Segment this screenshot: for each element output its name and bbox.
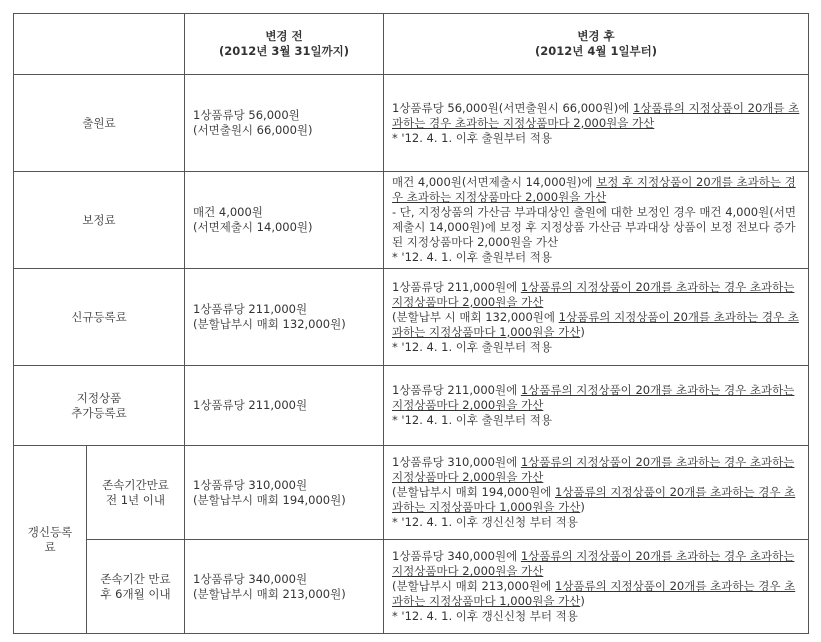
renewal-subcategory-line: 전 1년 이내 bbox=[105, 492, 166, 507]
after-cell bbox=[384, 540, 809, 634]
before-line: 1상품류당 211,000원 bbox=[193, 398, 308, 412]
before-line: (분할납부시 매회 132,000원) bbox=[193, 317, 346, 331]
after-cell bbox=[384, 172, 809, 269]
header-after bbox=[384, 14, 809, 75]
renewal-subcategory bbox=[87, 446, 185, 540]
after-text: 1상품류당 340,000원에 bbox=[392, 549, 521, 563]
after-text: 1상품류당 211,000원에 bbox=[392, 279, 521, 294]
renewal-group-line: 갱신등록 bbox=[27, 524, 73, 539]
after-text: (분할납부 시 매회 132,000원에 bbox=[392, 309, 559, 324]
table-row-renewal-fee-after-expiry bbox=[14, 540, 809, 634]
before-line: (서면출원시 66,000원) bbox=[193, 123, 313, 137]
table-row-additional-registration-fee bbox=[14, 366, 809, 446]
before-cell bbox=[185, 172, 384, 269]
after-cell bbox=[384, 75, 809, 172]
effective-note: * '12. 4. 1. 이후 출원부터 적용 bbox=[392, 250, 552, 264]
after-underlined: 1상품류의 지정상품이 20개를 초과하는 경우 초과하는 지정상품마다 1,000원을 가산 bbox=[392, 309, 799, 339]
before-line: 1상품류당 340,000원 bbox=[193, 571, 308, 586]
header-before-period: (2012년 3월 31일까지) bbox=[218, 44, 350, 58]
after-cell bbox=[384, 269, 809, 366]
before-cell bbox=[185, 269, 384, 366]
after-underlined: 1상품류의 지정상품이 20개를 초과하는 경우 초과하는 지정상품마다 1,000원을 가산 bbox=[392, 485, 796, 514]
table-row-amendment-fee bbox=[14, 172, 809, 269]
after-underlined: 1상품류의 지정상품이 20개를 초과하는 경우 초과하는 지정상품마다 2,000원을 가산 bbox=[392, 383, 795, 412]
renewal-group-category bbox=[14, 446, 87, 634]
after-proviso: - 단, 지정상품의 가산금 부과대상인 출원에 대한 보정인 경우 매건 4,000원(서면제출시 14,000원)에 보정 후 지정상품 가산금 부과대상 상품이 보정 전보다 증가된 지정상품마다 2,000원을 가산 bbox=[392, 205, 796, 249]
after-text: 매건 4,000원(서면제출시 14,000원)에 bbox=[392, 175, 597, 189]
after-text: ) bbox=[580, 324, 585, 339]
table-row-application-fee bbox=[14, 75, 809, 172]
effective-note: * '12. 4. 1. 이후 갱신신청 부터 적용 bbox=[392, 515, 578, 529]
after-underlined: 1상품류의 지정상품이 20개를 초과하는 경우 초과하는 지정상품마다 1,000원을 가산 bbox=[392, 579, 796, 608]
renewal-subcategory bbox=[87, 540, 185, 634]
renewal-subcategory-line: 존속기간만료 bbox=[102, 477, 169, 492]
after-text: ) bbox=[580, 500, 585, 514]
table-row-new-registration-fee bbox=[14, 269, 809, 366]
row-category: 신규등록료 bbox=[14, 269, 185, 366]
after-cell bbox=[384, 366, 809, 446]
after-text: 1상품류당 211,000원에 bbox=[392, 383, 521, 397]
after-underlined: 1상품류의 지정상품이 20개를 초과하는 경우 초과하는 지정상품마다 2,000원을 가산 bbox=[392, 549, 795, 578]
before-line: (서면제출시 14,000원) bbox=[193, 220, 313, 234]
after-underlined: 1상품류의 지정상품이 20개를 초과하는 경우 초과하는 지정상품마다 2,000원을 가산 bbox=[392, 100, 800, 130]
effective-note: * '12. 4. 1. 이후 출원부터 적용 bbox=[392, 413, 552, 427]
after-underlined: 1상품류의 지정상품이 20개를 초과하는 경우 초과하는 지정상품마다 2,000원을 가산 bbox=[392, 455, 795, 484]
row-category-line: 추가등록료 bbox=[71, 405, 127, 420]
before-cell bbox=[185, 446, 384, 540]
before-cell bbox=[185, 366, 384, 446]
before-line: 1상품류당 56,000원 bbox=[193, 108, 300, 122]
after-text: 1상품류당 56,000원(서면출원시 66,000원)에 bbox=[392, 100, 634, 115]
before-line: (분할납부시 매회 213,000원) bbox=[193, 586, 346, 601]
before-line: 1상품류당 310,000원 bbox=[193, 477, 308, 492]
after-underlined: 1상품류의 지정상품이 20개를 초과하는 경우 초과하는 지정상품마다 2,000원을 가산 bbox=[392, 279, 795, 309]
before-line: 1상품류당 211,000원 bbox=[193, 302, 308, 316]
row-category: 보정료 bbox=[14, 172, 185, 269]
before-line: 매건 4,000원 bbox=[193, 205, 263, 219]
before-line: (분할납부시 매회 194,000원) bbox=[193, 492, 346, 507]
header-after-title: 변경 후 bbox=[577, 29, 615, 43]
header-before-title: 변경 전 bbox=[265, 29, 303, 43]
after-text: 1상품류당 310,000원에 bbox=[392, 455, 521, 469]
after-cell bbox=[384, 446, 809, 540]
effective-note: * '12. 4. 1. 이후 출원부터 적용 bbox=[392, 130, 552, 145]
before-cell bbox=[185, 75, 384, 172]
after-text: (분할납부시 매회 213,000원에 bbox=[392, 579, 555, 593]
header-after-period: (2012년 4월 1일부터) bbox=[534, 44, 658, 58]
table-row-renewal-fee-before-expiry bbox=[14, 446, 809, 540]
renewal-subcategory-line: 후 6개월 이내 bbox=[100, 586, 171, 601]
row-category: 출원료 bbox=[14, 75, 185, 172]
renewal-group-line: 료 bbox=[44, 539, 56, 554]
header-before bbox=[185, 14, 384, 75]
after-underlined: 보정 후 지정상품이 20개를 초과하는 경우 초과하는 지정상품마다 2,000원을 가산 bbox=[392, 175, 796, 204]
before-cell bbox=[185, 540, 384, 634]
fee-comparison-table bbox=[13, 13, 809, 634]
row-category-line: 지정상품 bbox=[76, 390, 122, 405]
row-category bbox=[14, 366, 185, 446]
header-blank-cell bbox=[14, 14, 185, 75]
header-row bbox=[14, 14, 809, 75]
effective-note: * '12. 4. 1. 이후 출원부터 적용 bbox=[392, 339, 552, 354]
after-text: (분할납부시 매회 194,000원에 bbox=[392, 485, 555, 499]
renewal-subcategory-line: 존속기간 만료 bbox=[100, 571, 171, 586]
after-text: ) bbox=[580, 594, 585, 608]
effective-note: * '12. 4. 1. 이후 갱신신청 부터 적용 bbox=[392, 609, 578, 623]
